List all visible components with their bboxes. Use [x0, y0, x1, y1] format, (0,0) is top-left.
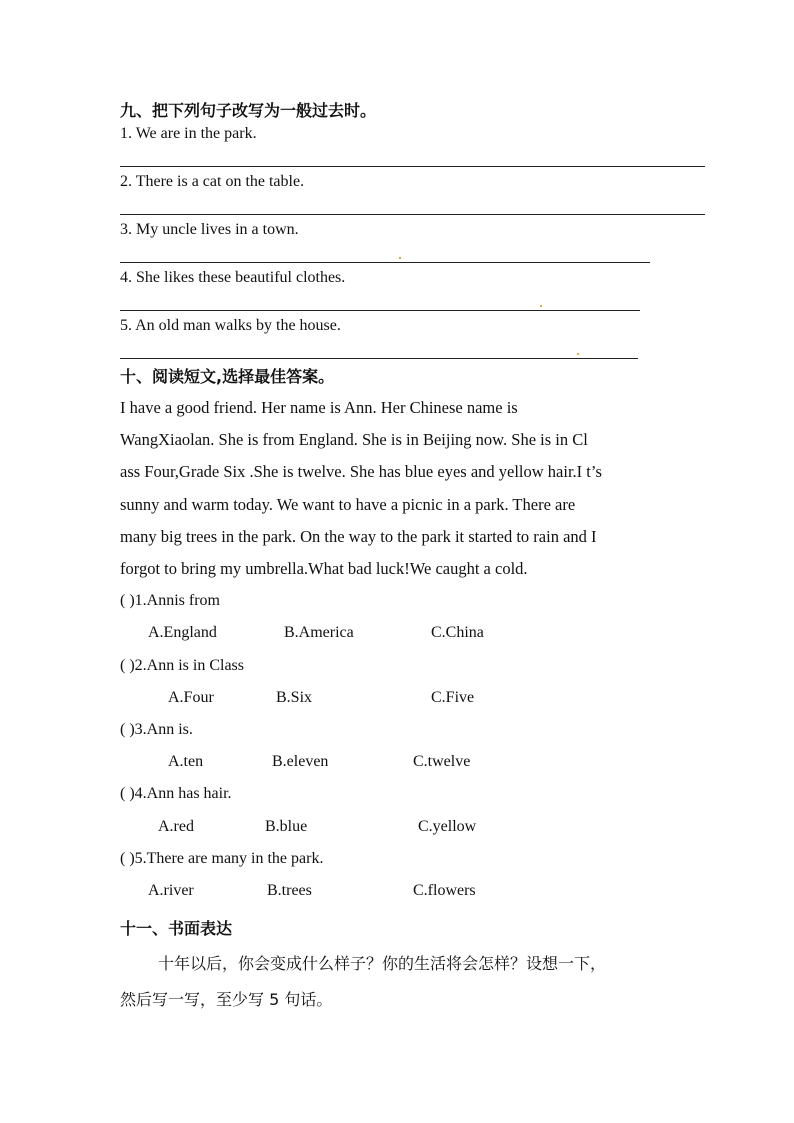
answer-line-4[interactable]	[120, 310, 640, 311]
answer-line-5[interactable]	[120, 358, 638, 359]
option-b[interactable]: B.blue	[265, 818, 308, 835]
option-a[interactable]: A.Four	[168, 689, 214, 706]
option-b[interactable]: B.Six	[276, 689, 313, 706]
question-1: ( )1.Annis from	[120, 592, 220, 609]
rewrite-item-3: 3. My uncle lives in a town.	[120, 221, 299, 238]
passage-line: forgot to bring my umbrella.What bad luck!We caught a cold.	[120, 559, 528, 578]
option-b[interactable]: B.America	[284, 624, 354, 641]
section-9-heading: 九、把下列句子改写为一般过去时。	[120, 101, 377, 120]
speck-mark	[399, 257, 401, 259]
question-3: ( )3.Ann is.	[120, 721, 193, 738]
question-2: ( )2.Ann is in Class	[120, 657, 244, 674]
section-11-heading: 十一、书面表达	[120, 919, 233, 938]
option-b[interactable]: B.trees	[267, 882, 312, 899]
rewrite-item-4: 4. She likes these beautiful clothes.	[120, 269, 346, 286]
rewrite-item-1: 1. We are in the park.	[120, 125, 257, 142]
option-b[interactable]: B.eleven	[272, 753, 329, 770]
passage-line: many big trees in the park. On the way to the park it started to rain and I	[120, 527, 597, 546]
speck-mark	[577, 353, 579, 355]
option-c[interactable]: C.yellow	[418, 818, 477, 835]
option-c[interactable]: C.Five	[431, 689, 475, 706]
passage-line: WangXiaolan. She is from England. She is in Beijing now. She is in Cl	[120, 430, 588, 449]
passage-line: I have a good friend. Her name is Ann. Her Chinese name is	[120, 398, 518, 417]
answer-line-3[interactable]	[120, 262, 650, 263]
answer-line-1[interactable]	[120, 166, 705, 167]
question-5: ( )5.There are many in the park.	[120, 850, 324, 867]
option-c[interactable]: C.twelve	[413, 753, 471, 770]
answer-line-2[interactable]	[120, 214, 705, 215]
question-4: ( )4.Ann has hair.	[120, 785, 232, 802]
section-10-heading: 十、阅读短文,选择最佳答案。	[120, 367, 335, 386]
rewrite-item-2: 2. There is a cat on the table.	[120, 173, 305, 190]
option-a[interactable]: A.river	[148, 882, 194, 899]
option-a[interactable]: A.England	[148, 624, 217, 641]
writing-prompt-line: 十年以后，你会变成什么样子？你的生活将会怎样？设想一下，	[158, 954, 607, 973]
option-c[interactable]: C.China	[431, 624, 484, 641]
speck-mark	[540, 305, 542, 307]
passage-line: sunny and warm today. We want to have a picnic in a park. There are	[120, 495, 576, 514]
option-c[interactable]: C.flowers	[413, 882, 476, 899]
option-a[interactable]: A.red	[158, 818, 194, 835]
option-a[interactable]: A.ten	[168, 753, 204, 770]
rewrite-item-5: 5. An old man walks by the house.	[120, 317, 341, 334]
passage-line: ass Four,Grade Six .She is twelve. She has blue eyes and yellow hair.I t’s	[120, 462, 602, 481]
writing-prompt-line: 然后写一写，至少写 5 句话。	[120, 990, 333, 1009]
